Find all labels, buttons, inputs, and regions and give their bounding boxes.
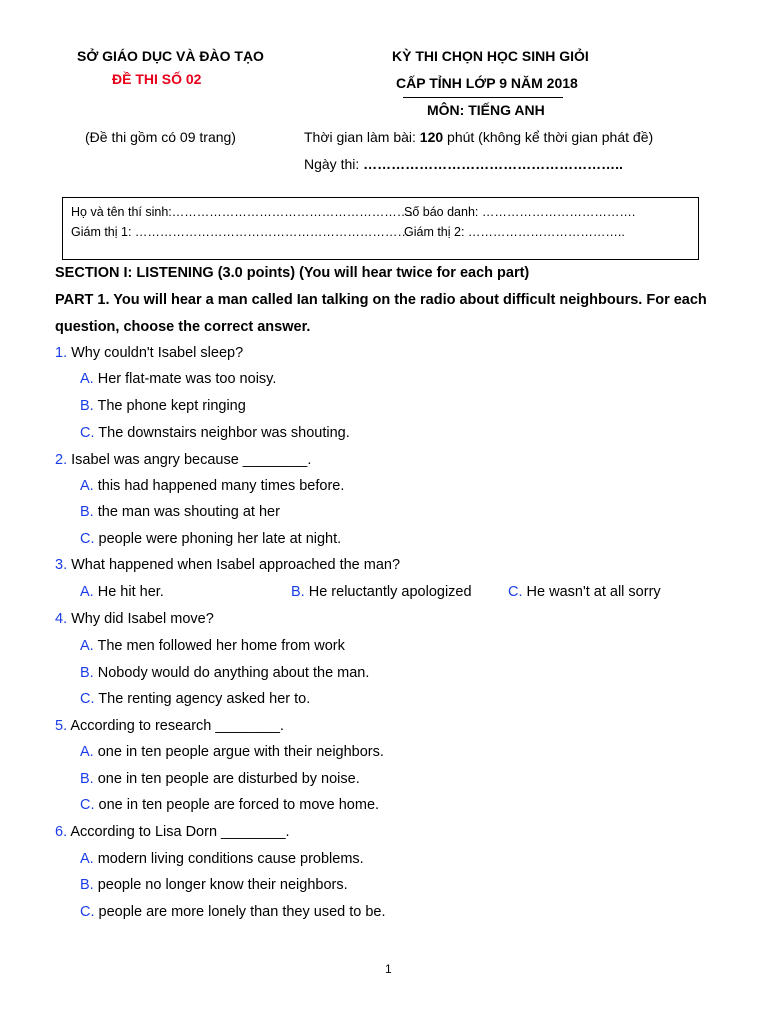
exam-level: CẤP TỈNH LỚP 9 NĂM 2018 xyxy=(396,75,578,91)
question-5-option-b xyxy=(80,771,360,787)
option-letter: A. xyxy=(80,851,94,867)
option-letter: C. xyxy=(80,531,95,547)
question-2-option-a xyxy=(80,478,344,494)
part-instruction-line-1: PART 1. You will hear a man called Ian talking on the radio about difficult neighbours. For each xyxy=(55,292,707,308)
option-letter: A. xyxy=(80,371,94,387)
question-6 xyxy=(55,824,290,840)
question-text: Why did Isabel move? xyxy=(67,611,214,627)
question-3-option-c xyxy=(508,584,661,600)
question-text: Isabel was angry because ________. xyxy=(67,452,312,468)
option-text: He wasn't at all sorry xyxy=(522,584,661,600)
question-5-option-c xyxy=(80,797,379,813)
option-text: modern living conditions cause problems. xyxy=(93,851,364,867)
option-text: He hit her. xyxy=(93,584,164,600)
section-title: SECTION I: LISTENING (3.0 points) (You will hear twice for each part) xyxy=(55,265,530,281)
subject-title: MÔN: TIẾNG ANH xyxy=(427,102,545,118)
invigilator-2-label: Giám thị 2: xyxy=(404,225,468,239)
question-number: 6. xyxy=(55,824,68,840)
question-number: 1. xyxy=(55,345,68,361)
option-letter: B. xyxy=(291,584,305,600)
invigilator-1-dots: ………………………………………………………… xyxy=(134,225,410,239)
question-number: 5. xyxy=(55,718,68,734)
question-4-option-b xyxy=(80,665,369,681)
candidate-name-dots: …………………………………………………. xyxy=(171,205,413,219)
page-number: 1 xyxy=(385,962,392,976)
exam-code: ĐỀ THI SỐ 02 xyxy=(112,71,202,87)
option-text: Nobody would do anything about the man. xyxy=(93,665,370,681)
invigilator-2-line xyxy=(404,225,625,239)
question-2-option-c xyxy=(80,531,341,547)
invigilator-1-line xyxy=(71,225,410,239)
option-letter: C. xyxy=(80,797,95,813)
question-5 xyxy=(55,718,284,734)
option-text: The downstairs neighbor was shouting. xyxy=(94,425,350,441)
option-letter: B. xyxy=(80,398,94,414)
option-text: people are more lonely than they used to be. xyxy=(94,904,386,920)
question-text: According to Lisa Dorn ________. xyxy=(67,824,290,840)
option-text: the man was shouting at her xyxy=(93,504,280,520)
department-name: SỞ GIÁO DỤC VÀ ĐÀO TẠO xyxy=(77,48,264,64)
option-letter: A. xyxy=(80,744,94,760)
option-letter: C. xyxy=(80,691,95,707)
time-allowed xyxy=(304,129,653,145)
candidate-number-dots: ………………………………. xyxy=(481,205,636,219)
question-text: What happened when Isabel approached the man? xyxy=(67,557,401,573)
question-1-option-c xyxy=(80,425,350,441)
time-suffix: phút (không kể thời gian phát đề) xyxy=(443,129,654,145)
question-3-option-a xyxy=(80,584,164,600)
question-number: 2. xyxy=(55,452,68,468)
question-4-option-c xyxy=(80,691,310,707)
question-4 xyxy=(55,611,214,627)
question-1-option-b xyxy=(80,398,246,414)
option-text: one in ten people are forced to move home. xyxy=(94,797,380,813)
question-6-option-b xyxy=(80,877,348,893)
question-1 xyxy=(55,345,243,361)
question-number: 4. xyxy=(55,611,68,627)
option-letter: B. xyxy=(80,771,94,787)
option-text: this had happened many times before. xyxy=(93,478,345,494)
option-text: He reluctantly apologized xyxy=(304,584,472,600)
invigilator-2-dots: ……………………………….. xyxy=(467,225,625,239)
question-text: Why couldn't Isabel sleep? xyxy=(67,345,244,361)
option-text: one in ten people argue with their neighbors. xyxy=(93,744,384,760)
question-5-option-a xyxy=(80,744,384,760)
option-letter: A. xyxy=(80,584,94,600)
option-text: people no longer know their neighbors. xyxy=(93,877,348,893)
option-letter: C. xyxy=(508,584,523,600)
option-letter: A. xyxy=(80,638,94,654)
pages-note: (Đề thi gồm có 09 trang) xyxy=(85,129,236,145)
question-3 xyxy=(55,557,400,573)
question-2-option-b xyxy=(80,504,280,520)
exam-title: KỲ THI CHỌN HỌC SINH GIỎI xyxy=(392,48,589,64)
question-3-option-b xyxy=(291,584,472,600)
candidate-number-line xyxy=(404,205,635,219)
candidate-number-label: Số báo danh: xyxy=(404,205,482,219)
option-letter: B. xyxy=(80,504,94,520)
option-text: people were phoning her late at night. xyxy=(94,531,342,547)
date-label: Ngày thi: xyxy=(304,156,364,172)
option-letter: B. xyxy=(80,665,94,681)
exam-date xyxy=(304,156,623,172)
option-text: The phone kept ringing xyxy=(93,398,246,414)
question-2 xyxy=(55,452,311,468)
option-letter: A. xyxy=(80,478,94,494)
question-text: According to research ________. xyxy=(67,718,284,734)
question-number: 3. xyxy=(55,557,68,573)
time-prefix: Thời gian làm bài: xyxy=(304,129,420,145)
option-letter: B. xyxy=(80,877,94,893)
header-divider xyxy=(403,97,563,98)
question-1-option-a xyxy=(80,371,276,387)
candidate-info-box xyxy=(62,197,699,260)
option-text: one in ten people are disturbed by noise. xyxy=(93,771,360,787)
invigilator-1-label: Giám thị 1: xyxy=(71,225,135,239)
part-instruction-line-2: question, choose the correct answer. xyxy=(55,319,311,335)
option-letter: C. xyxy=(80,425,95,441)
candidate-name-label: Họ và tên thí sinh: xyxy=(71,205,172,219)
date-dots: ……………………………………………….. xyxy=(363,156,623,172)
question-6-option-a xyxy=(80,851,364,867)
question-4-option-a xyxy=(80,638,345,654)
time-value: 120 xyxy=(419,129,444,145)
question-6-option-c xyxy=(80,904,386,920)
option-text: The men followed her home from work xyxy=(93,638,345,654)
option-letter: C. xyxy=(80,904,95,920)
option-text: The renting agency asked her to. xyxy=(94,691,311,707)
candidate-name-line xyxy=(71,205,413,219)
option-text: Her flat-mate was too noisy. xyxy=(93,371,277,387)
